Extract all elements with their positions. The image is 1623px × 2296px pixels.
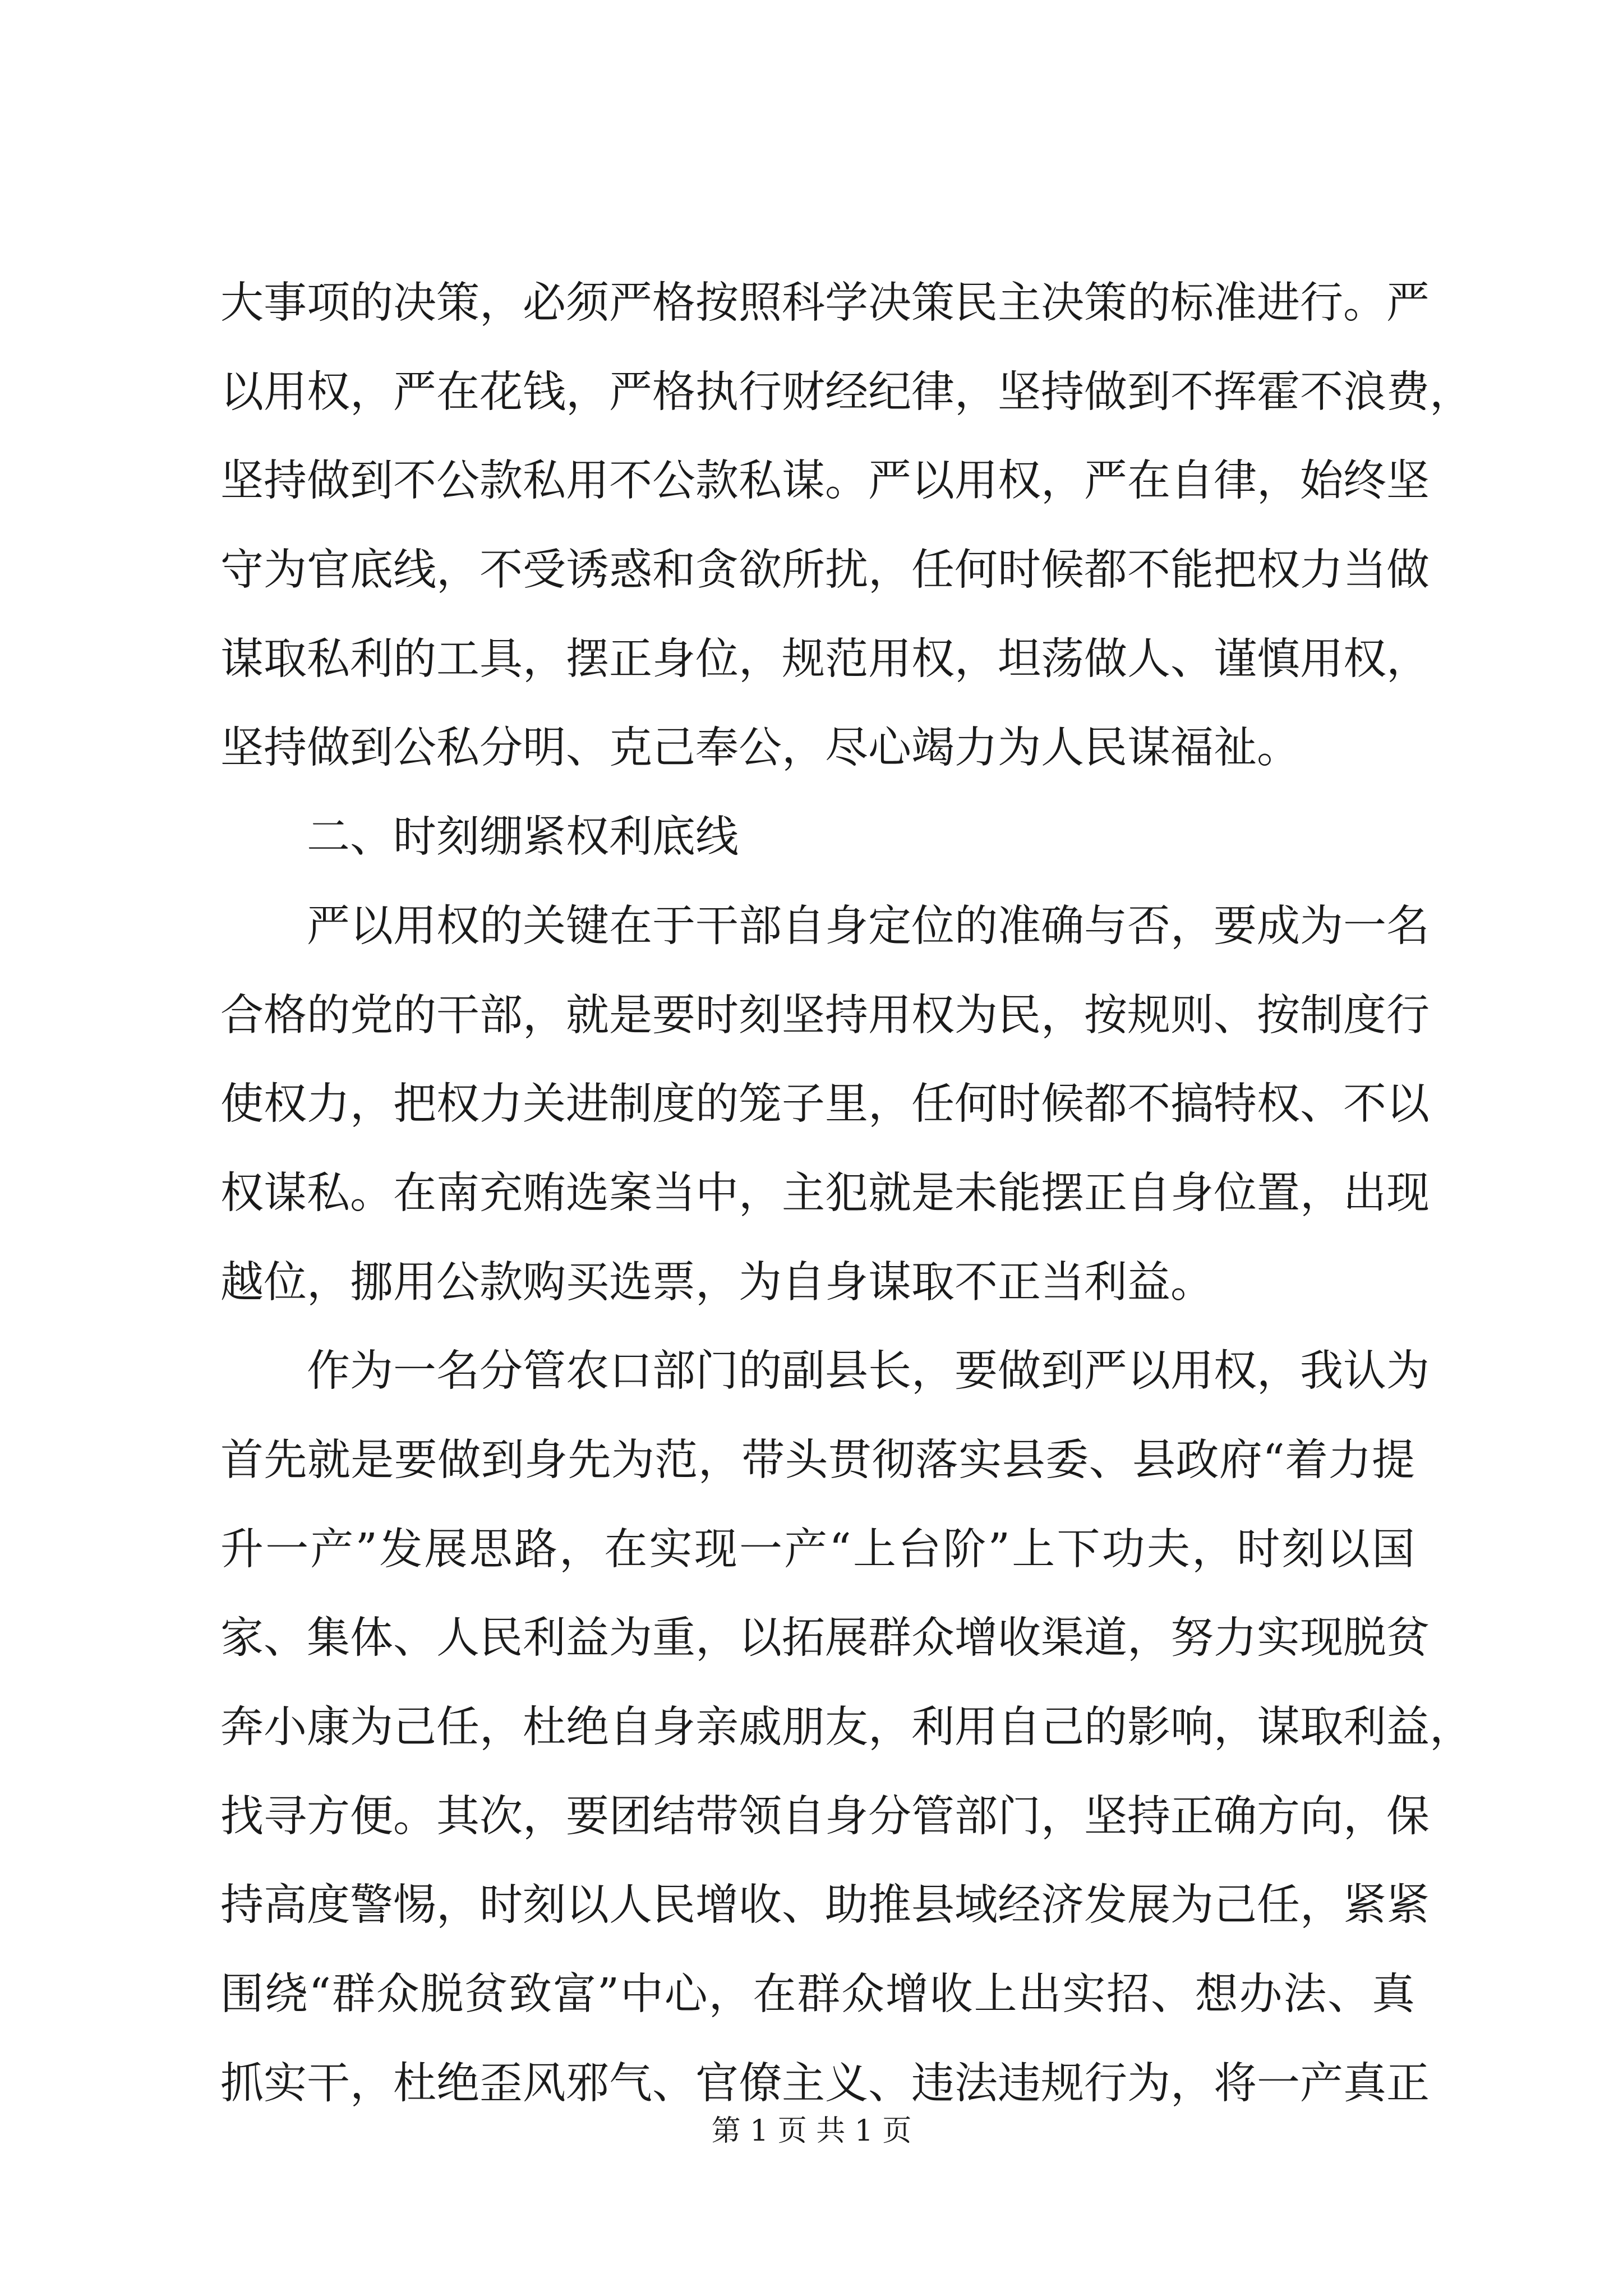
text-line: 持高度警惕，时刻以人民增收、助推县域经济发展为己任，紧紧 [220,1880,1430,1931]
text-line: 大事项的决策，必须严格按照科学决策民主决策的标准进行。严 [220,278,1430,328]
text-line: 谋取私利的工具，摆正身位，规范用权，坦荡做人、谨慎用权， [220,634,1430,684]
page-number-footer: 第 1 页 共 1 页 [711,2114,912,2148]
text-line: 坚持做到不公款私用不公款私谋。严以用权，严在自律，始终坚 [220,456,1430,507]
text-line: 守为官底线，不受诱惑和贪欲所扰，任何时候都不能把权力当做 [220,545,1430,596]
text-line: 升一产”发展思路，在实现一产“上台阶”上下功夫，时刻以国 [220,1524,1415,1575]
text-line: 坚持做到公私分明、克己奉公，尽心竭力为人民谋福祉。 [220,723,1300,774]
text-line: 合格的党的干部，就是要时刻坚持用权为民，按规则、按制度行 [220,990,1430,1041]
text-line: 奔小康为己任，杜绝自身亲戚朋友，利用自己的影响，谋取利益， [220,1703,1473,1752]
text-line: 严以用权的关键在于干部自身定位的准确与否，要成为一名 [307,901,1430,951]
text-line: 找寻方便。其次，要团结带领自身分管部门，坚持正确方向，保 [220,1791,1430,1842]
text-line: 家、集体、人民利益为重，以拓展群众增收渠道，努力实现脱贫 [220,1613,1430,1664]
text-line: 作为一名分管农口部门的副县长，要做到严以用权，我认为 [307,1346,1430,1397]
text-line: 使权力，把权力关进制度的笼子里，任何时候都不搞特权、不以 [220,1079,1430,1130]
text-line: 以用权，严在花钱，严格执行财经纪律，坚持做到不挥霍不浪费， [220,367,1473,417]
text-line: 围绕“群众脱贫致富”中心，在群众增收上出实招、想办法、真 [220,1970,1415,2020]
document-body [220,259,1473,2128]
text-line: 越位，挪用公款购买选票，为自身谋取不正当利益。 [220,1257,1214,1308]
text-line: 抓实干，杜绝歪风邪气、官僚主义、违法违规行为，将一产真正 [220,2058,1430,2109]
text-line: 首先就是要做到身先为范，带头贯彻落实县委、县政府“着力提 [220,1435,1415,1485]
section-heading: 二、时刻绷紧权利底线 [307,812,739,863]
text-line: 权谋私。在南充贿选案当中，主犯就是未能摆正自身位置，出现 [220,1168,1430,1218]
